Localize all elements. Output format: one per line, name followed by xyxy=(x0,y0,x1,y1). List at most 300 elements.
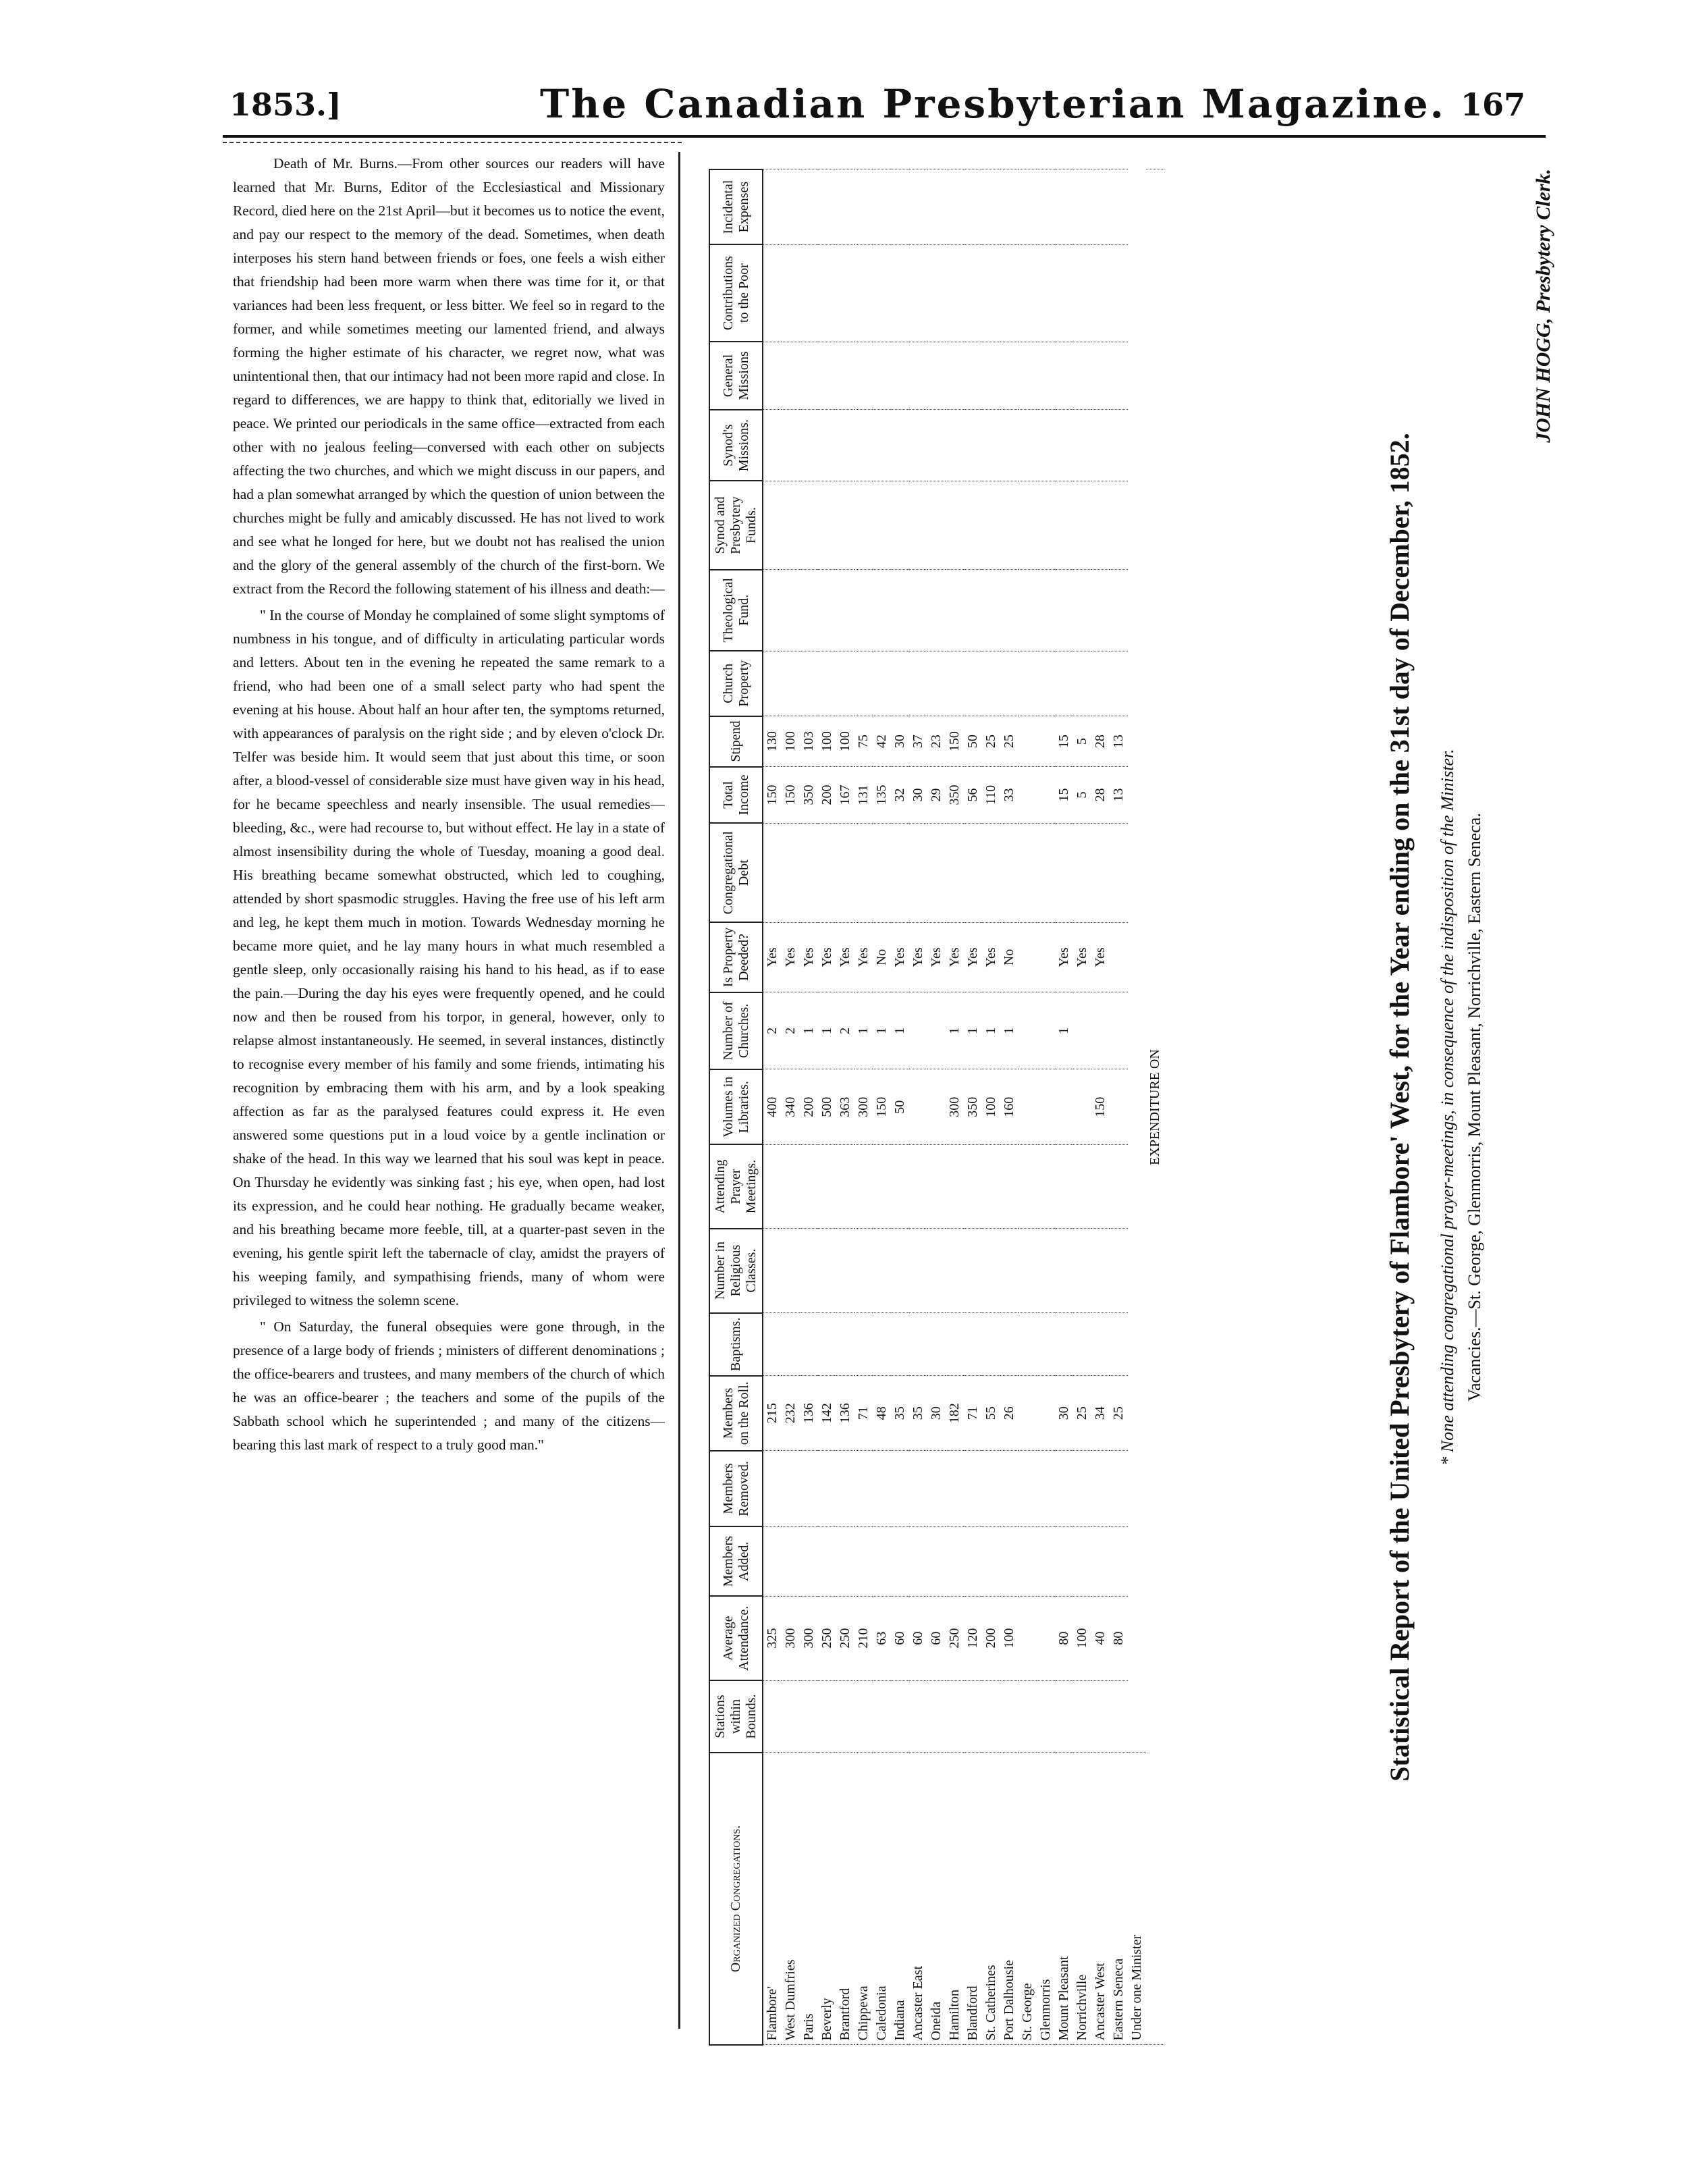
table-cell: 300 xyxy=(946,1069,964,1144)
table-cell: 300 xyxy=(782,1596,800,1680)
column-header: Is Property Deeded? xyxy=(709,922,763,992)
table-cell xyxy=(1110,169,1128,244)
table-cell xyxy=(854,342,873,410)
table-cell xyxy=(1091,342,1110,410)
table-cell xyxy=(982,823,1000,922)
table-cell xyxy=(1110,1069,1128,1144)
table-cell: 150 xyxy=(873,1069,891,1144)
table-cell xyxy=(1110,244,1128,342)
table-cell xyxy=(763,1313,782,1376)
table-cell xyxy=(818,823,836,922)
table-cell xyxy=(818,1680,836,1753)
table-cell xyxy=(873,410,891,481)
table-cell xyxy=(836,1313,854,1376)
table-cell: 26 xyxy=(1000,1376,1018,1451)
table-cell xyxy=(800,169,818,244)
table-row xyxy=(800,169,818,2045)
table-cell: 100 xyxy=(1073,1596,1091,1680)
table-cell xyxy=(854,570,873,651)
table-cell xyxy=(782,651,800,716)
table-cell xyxy=(964,481,982,569)
clerk-signature: JOHN HOGG, Presbytery Clerk. xyxy=(1532,169,1554,443)
table-cell xyxy=(782,1680,800,1753)
table-cell: 103 xyxy=(800,716,818,767)
congregation-name: Caledonia xyxy=(873,1753,891,2045)
table-cell xyxy=(873,1451,891,1527)
table-cell xyxy=(818,651,836,716)
table-cell: 35 xyxy=(891,1376,909,1451)
table-cell xyxy=(763,410,782,481)
table-cell xyxy=(1018,1680,1037,1753)
table-cell xyxy=(763,823,782,922)
article-paragraph-3: " On Saturday, the funeral obsequies were gone through, in the presence of a large body of friends ; ministers of different denominations ; the office-bearers and trustees, and many members of the church of which he was an office-bearer ; the teachers and some of the pupils of the Sabbath school which he superintended ; and many of the citizens—bearing this last mark of respect to a truly good man." xyxy=(233,1319,665,1453)
table-cell xyxy=(1055,1229,1073,1313)
table-cell: 131 xyxy=(854,767,873,824)
table-cell: 100 xyxy=(782,716,800,767)
table-cell xyxy=(946,481,964,569)
table-cell xyxy=(818,481,836,569)
table-cell xyxy=(836,481,854,569)
table-cell: 160 xyxy=(1000,1069,1018,1144)
table-cell xyxy=(1055,481,1073,569)
table-cell xyxy=(927,823,946,922)
table-cell: Yes xyxy=(1073,922,1091,992)
table-cell: 300 xyxy=(800,1596,818,1680)
table-cell xyxy=(1000,342,1018,410)
table-cell xyxy=(836,244,854,342)
table-cell xyxy=(909,1229,927,1313)
table-cell: Yes xyxy=(763,922,782,992)
table-cell xyxy=(1000,1144,1018,1228)
congregation-name: Beverly xyxy=(818,1753,836,2045)
table-cell xyxy=(927,992,946,1069)
table-cell xyxy=(946,823,964,922)
table-cell xyxy=(946,1229,964,1313)
table-cell xyxy=(873,1526,891,1596)
table-cell xyxy=(982,651,1000,716)
column-divider xyxy=(678,152,680,2029)
table-cell xyxy=(1110,342,1128,410)
table-cell: 340 xyxy=(782,1069,800,1144)
congregation-name: Port Dalhousie xyxy=(1000,1753,1018,2045)
congregation-name: West Dumfries xyxy=(782,1753,800,2045)
table-cell xyxy=(1073,1451,1091,1527)
table-cell xyxy=(873,481,891,569)
table-cell: 2 xyxy=(836,992,854,1069)
table-cell xyxy=(1000,651,1018,716)
table-cell xyxy=(1073,1313,1091,1376)
table-cell xyxy=(873,342,891,410)
table-cell xyxy=(1110,651,1128,716)
header-rule xyxy=(223,135,1546,138)
table-cell xyxy=(982,1144,1000,1228)
table-cell xyxy=(854,410,873,481)
table-cell xyxy=(927,410,946,481)
table-cell xyxy=(1037,651,1055,716)
column-header: Baptisms. xyxy=(709,1313,763,1376)
table-cell: 100 xyxy=(836,716,854,767)
table-cell: 35 xyxy=(909,1376,927,1451)
table-cell: 200 xyxy=(818,767,836,824)
table-cell: 325 xyxy=(763,1596,782,1680)
congregation-name: Ancaster West xyxy=(1091,1753,1110,2045)
table-cell xyxy=(1073,244,1091,342)
table-cell xyxy=(1110,481,1128,569)
table-cell: 350 xyxy=(946,767,964,824)
table-cell xyxy=(1110,1144,1128,1228)
table-cell xyxy=(800,244,818,342)
table-cell xyxy=(1000,169,1018,244)
table-cell xyxy=(782,410,800,481)
table-cell: 71 xyxy=(854,1376,873,1451)
column-header: Average Attendance. xyxy=(709,1596,763,1680)
table-cell xyxy=(909,992,927,1069)
table-cell xyxy=(782,823,800,922)
table-cell xyxy=(854,823,873,922)
table-cell xyxy=(782,169,800,244)
table-cell: 60 xyxy=(909,1596,927,1680)
table-cell xyxy=(1055,651,1073,716)
table-cell xyxy=(1073,992,1091,1069)
table-row xyxy=(1073,169,1091,2045)
table-cell: 56 xyxy=(964,767,982,824)
table-cell: 100 xyxy=(982,1069,1000,1144)
table-cell: Yes xyxy=(891,922,909,992)
table-cell xyxy=(1091,1144,1110,1228)
table-cell xyxy=(927,1229,946,1313)
table-cell xyxy=(782,570,800,651)
table-cell xyxy=(782,481,800,569)
table-cell: 200 xyxy=(982,1596,1000,1680)
table-cell: Yes xyxy=(982,922,1000,992)
table-cell xyxy=(1055,1680,1073,1753)
table-cell: 29 xyxy=(927,767,946,824)
table-cell xyxy=(1055,823,1073,922)
table-cell xyxy=(1018,1069,1037,1144)
statistical-table xyxy=(709,169,1164,2046)
table-cell xyxy=(1037,767,1055,824)
table-cell xyxy=(800,342,818,410)
table-cell: Yes xyxy=(818,922,836,992)
table-cell xyxy=(909,1313,927,1376)
table-cell xyxy=(1000,1680,1018,1753)
table-cell xyxy=(927,342,946,410)
table-cell xyxy=(854,244,873,342)
table-cell xyxy=(909,1069,927,1144)
table-row xyxy=(1110,169,1128,2045)
table-cell: 135 xyxy=(873,767,891,824)
table-cell xyxy=(800,651,818,716)
table-cell xyxy=(763,1144,782,1228)
vacancies-note: Vacancies.—St. George, Glenmorris, Mount Pleasant, Norrichville, Eastern Seneca. xyxy=(1465,813,1484,1402)
table-cell xyxy=(927,1313,946,1376)
column-header: Synod and Presbytery Funds. xyxy=(709,481,763,569)
bracket-label: Under one Minister xyxy=(1128,1753,1146,2045)
table-cell: 55 xyxy=(982,1376,1000,1451)
table-cell xyxy=(782,244,800,342)
table-cell xyxy=(836,1451,854,1527)
table-cell xyxy=(1000,1313,1018,1376)
table-cell xyxy=(1018,570,1037,651)
table-cell xyxy=(1110,570,1128,651)
table-cell xyxy=(909,651,927,716)
table-cell xyxy=(1110,1451,1128,1527)
table-cell xyxy=(1018,767,1037,824)
table-cell xyxy=(909,1526,927,1596)
table-cell xyxy=(1091,481,1110,569)
table-cell xyxy=(818,1526,836,1596)
congregation-name: Hamilton xyxy=(946,1753,964,2045)
table-cell xyxy=(818,1229,836,1313)
table-cell xyxy=(891,823,909,922)
table-cell: 50 xyxy=(891,1069,909,1144)
table-cell: Yes xyxy=(946,922,964,992)
table-row xyxy=(818,169,836,2045)
table-cell xyxy=(800,1313,818,1376)
table-cell xyxy=(763,1680,782,1753)
column-header: Stipend xyxy=(709,716,763,767)
table-cell: 2 xyxy=(782,992,800,1069)
table-cell: 71 xyxy=(964,1376,982,1451)
table-cell xyxy=(1037,716,1055,767)
table-cell xyxy=(1110,1526,1128,1596)
table-cell xyxy=(909,342,927,410)
table-cell: 150 xyxy=(763,767,782,824)
article-column xyxy=(233,152,665,2029)
table-cell: 5 xyxy=(1073,767,1091,824)
congregation-name: Brantford xyxy=(836,1753,854,2045)
column-header: Church Property xyxy=(709,651,763,716)
table-cell xyxy=(1037,1229,1055,1313)
table-cell xyxy=(1073,481,1091,569)
table-cell xyxy=(854,1229,873,1313)
table-cell: Yes xyxy=(927,922,946,992)
table-cell: 363 xyxy=(836,1069,854,1144)
table-cell xyxy=(800,1526,818,1596)
table-cell xyxy=(982,481,1000,569)
table-cell xyxy=(800,570,818,651)
article-paragraph-2: " In the course of Monday he complained of some slight symptoms of numbness in his tongue, and of difficulty in articulating particular words and letters. About ten in the evening he repeated the same remark to a friend, who had been one of a small select party who had spent the evening at his house. About half an hour after ten, the symptoms returned, with appearances of paralysis on the right side ; and by eleven o'clock Dr. Telfer was beside him. It would seem that just about this time, or soon after, a blood-vessel of considerable size must have given way in his head, for he became speechless and nearly insensible. The usual remedies—bleeding, &c., were had recourse to, but without effect. He lay in a state of almost insensibility during the whole of Tuesday, moaning a good deal. His breathing became somewhat obstructed, which led to coughing, attended by short spasmodic struggles. Having the free use of his left arm and leg, he kept them much in motion. Towards Wednesday morning he became more quiet, and he lay many hours in what much resembled a gentle sleep, only occasionally raising his hand to his head, as if to ease the pain.—During the day his eyes were frequently opened, and he could now and then be roused from his torpor, in general, however, only to relapse almost instantaneously. He seemed, in several instances, distinctly to recognise every member of his family and some friends, intimating his recognition by embracing them with his arm, and by a look speaking affection as far as the paralysed features could express it. He even answered some questions put in a loud voice by a gentle inclination or shake of the head. In this way we learned that his soul was kept in peace. On Thursday he evidently was sinking fast ; his eye, when open, had lost its expression, and he could hear nothing. He gradually became weaker, and his breathing became more feeble, till, at a quarter-past seven in the evening, his gentle spirit left the tabernacle of clay, amidst the prayers of his weeping family, and sympathising friends, many of whom were privileged to witness the solemn scene. xyxy=(233,607,665,1308)
table-cell xyxy=(891,410,909,481)
table-cell: 1 xyxy=(1000,992,1018,1069)
table-cell xyxy=(891,651,909,716)
table-cell: Yes xyxy=(1055,922,1073,992)
table-cell xyxy=(909,1680,927,1753)
table-cell xyxy=(818,410,836,481)
table-row xyxy=(1018,169,1037,2045)
table-row xyxy=(982,169,1000,2045)
table-cell xyxy=(1091,823,1110,922)
table-row xyxy=(1091,169,1110,2045)
table-row xyxy=(782,169,800,2045)
congregation-name: Mount Pleasant xyxy=(1055,1753,1073,2045)
table-cell xyxy=(1000,481,1018,569)
column-header: Members Added. xyxy=(709,1526,763,1596)
table-cell: 28 xyxy=(1091,767,1110,824)
table-cell xyxy=(873,570,891,651)
table-cell xyxy=(1055,1451,1073,1527)
table-cell: 1 xyxy=(800,992,818,1069)
table-cell xyxy=(818,244,836,342)
table-cell xyxy=(982,342,1000,410)
table-cell: 2 xyxy=(763,992,782,1069)
table-cell xyxy=(891,481,909,569)
table-cell xyxy=(1091,1451,1110,1527)
table-cell xyxy=(982,244,1000,342)
table-cell xyxy=(1018,1144,1037,1228)
table-cell xyxy=(891,570,909,651)
congregation-name: Glenmorris xyxy=(1037,1753,1055,2045)
table-cell xyxy=(891,1229,909,1313)
table-cell: 23 xyxy=(927,716,946,767)
table-cell xyxy=(1055,169,1073,244)
table-cell xyxy=(1091,992,1110,1069)
table-cell xyxy=(800,1144,818,1228)
table-cell xyxy=(800,823,818,922)
table-cell: 1 xyxy=(946,992,964,1069)
table-cell: Yes xyxy=(800,922,818,992)
column-header: Theological Fund. xyxy=(709,570,763,651)
table-row xyxy=(927,169,946,2045)
table-cell xyxy=(1037,1451,1055,1527)
table-cell xyxy=(763,1229,782,1313)
table-cell xyxy=(873,169,891,244)
table-cell xyxy=(1018,1376,1037,1451)
congregation-name: Oneida xyxy=(927,1753,946,2045)
table-cell xyxy=(873,651,891,716)
table-cell xyxy=(873,244,891,342)
table-cell xyxy=(946,570,964,651)
table-cell: 50 xyxy=(964,716,982,767)
table-body xyxy=(763,169,1164,2045)
table-cell xyxy=(854,1144,873,1228)
table-cell xyxy=(1037,244,1055,342)
table-cell: 1 xyxy=(891,992,909,1069)
table-cell xyxy=(782,1451,800,1527)
table-cell xyxy=(891,169,909,244)
table-cell: 30 xyxy=(909,767,927,824)
table-cell: 1 xyxy=(854,992,873,1069)
table-cell xyxy=(836,342,854,410)
table-cell xyxy=(946,651,964,716)
table-cell: 215 xyxy=(763,1376,782,1451)
table-cell xyxy=(1000,1451,1018,1527)
table-cell xyxy=(836,169,854,244)
table-cell: 210 xyxy=(854,1596,873,1680)
column-header: General Missions xyxy=(709,342,763,410)
table-cell xyxy=(1073,570,1091,651)
table-cell xyxy=(1091,169,1110,244)
table-cell: 142 xyxy=(818,1376,836,1451)
table-cell xyxy=(891,244,909,342)
table-cell: 350 xyxy=(800,767,818,824)
table-cell xyxy=(946,244,964,342)
table-cell xyxy=(891,1313,909,1376)
expenditure-header: EXPENDITURE ON xyxy=(1146,169,1164,2045)
table-cell xyxy=(1110,992,1128,1069)
table-cell xyxy=(1055,1069,1073,1144)
article-paragraph-1: Death of Mr. Burns.—From other sources our readers will have learned that Mr. Burns, Editor of the Ecclesiastical and Missionary Record, died here on the 21st April—but it becomes us to notice the event, and pay our respect to the memory of the dead. Sometimes, when death interposes his stern hand between friends or foes, one feels a wish either that friendship had been more warm when there was time for it, or that variances had been less frequent, or less bitter. We feel so in regard to the former, and while sometimes meeting our lamented friend, and always forming the higher estimate of his character, we regret now, what was unintentional then, that our intimacy had not been more rapid and close. In regard to differences, we are happy to think that, editorially we lived in peace. We printed our periodicals in the same office—extracted from each other with no jealous feeling—conversed with each other on subjects affecting the two churches, and which we might discuss in our papers, and had a plan somewhat arranged by which the question of union between the churches might be fully and amicably discussed. He has not lived to work and see what he longed for here, but we doubt not has realised the union and the glory of the general assembly of the church of the first-born. We extract from the Record the following statement of his illness and death:— xyxy=(233,155,665,597)
table-cell xyxy=(1018,244,1037,342)
congregation-name: Indiana xyxy=(891,1753,909,2045)
table-cell xyxy=(964,169,982,244)
table-cell xyxy=(1018,342,1037,410)
table-caption: Statistical Report of the United Presbytery of Flambore' West, for the Year ending on the 31st day of December, 1852. xyxy=(1384,433,1415,1782)
table-cell xyxy=(1110,823,1128,922)
table-cell xyxy=(1000,570,1018,651)
header-title: The Canadian Presbyterian Magazine. xyxy=(540,81,1446,127)
table-cell xyxy=(927,1526,946,1596)
table-cell xyxy=(982,1229,1000,1313)
table-cell: 5 xyxy=(1073,716,1091,767)
table-cell xyxy=(818,1451,836,1527)
table-cell xyxy=(873,1680,891,1753)
table-cell xyxy=(836,651,854,716)
table-cell xyxy=(1037,1680,1055,1753)
table-cell xyxy=(927,481,946,569)
table-cell xyxy=(982,1451,1000,1527)
table-cell xyxy=(927,169,946,244)
congregation-name: St. George xyxy=(1018,1753,1037,2045)
table-cell xyxy=(927,1680,946,1753)
table-cell: 40 xyxy=(1091,1596,1110,1680)
table-cell xyxy=(964,342,982,410)
column-header: Members on the Roll. xyxy=(709,1376,763,1451)
table-cell xyxy=(782,1313,800,1376)
table-row xyxy=(763,169,782,2045)
table-cell xyxy=(946,1451,964,1527)
table-cell xyxy=(1000,410,1018,481)
table-cell xyxy=(909,1451,927,1527)
table-cell xyxy=(927,651,946,716)
table-cell xyxy=(854,651,873,716)
table-cell xyxy=(1073,342,1091,410)
table-cell xyxy=(927,244,946,342)
table-cell xyxy=(1091,1526,1110,1596)
table-row xyxy=(946,169,964,2045)
table-cell xyxy=(782,1144,800,1228)
table-cell xyxy=(891,342,909,410)
statistical-report-rotated xyxy=(709,169,1660,2046)
table-cell: 34 xyxy=(1091,1376,1110,1451)
table-cell xyxy=(1018,823,1037,922)
table-cell: 80 xyxy=(1055,1596,1073,1680)
table-cell xyxy=(964,410,982,481)
table-cell xyxy=(1037,1526,1055,1596)
table-cell xyxy=(1037,570,1055,651)
table-cell: 150 xyxy=(782,767,800,824)
table-cell xyxy=(909,481,927,569)
table-cell xyxy=(782,342,800,410)
table-cell xyxy=(1018,1451,1037,1527)
table-cell xyxy=(909,410,927,481)
table-cell xyxy=(1000,823,1018,922)
table-cell: No xyxy=(873,922,891,992)
table-cell xyxy=(982,1313,1000,1376)
table-cell: Yes xyxy=(1091,922,1110,992)
table-cell: 200 xyxy=(800,1069,818,1144)
table-cell xyxy=(982,410,1000,481)
table-cell: 30 xyxy=(1055,1376,1073,1451)
table-cell xyxy=(964,651,982,716)
table-row xyxy=(873,169,891,2045)
table-cell xyxy=(782,1229,800,1313)
table-cell xyxy=(763,481,782,569)
table-cell xyxy=(1055,410,1073,481)
table-cell xyxy=(927,570,946,651)
table-cell xyxy=(1091,570,1110,651)
table-cell xyxy=(836,570,854,651)
